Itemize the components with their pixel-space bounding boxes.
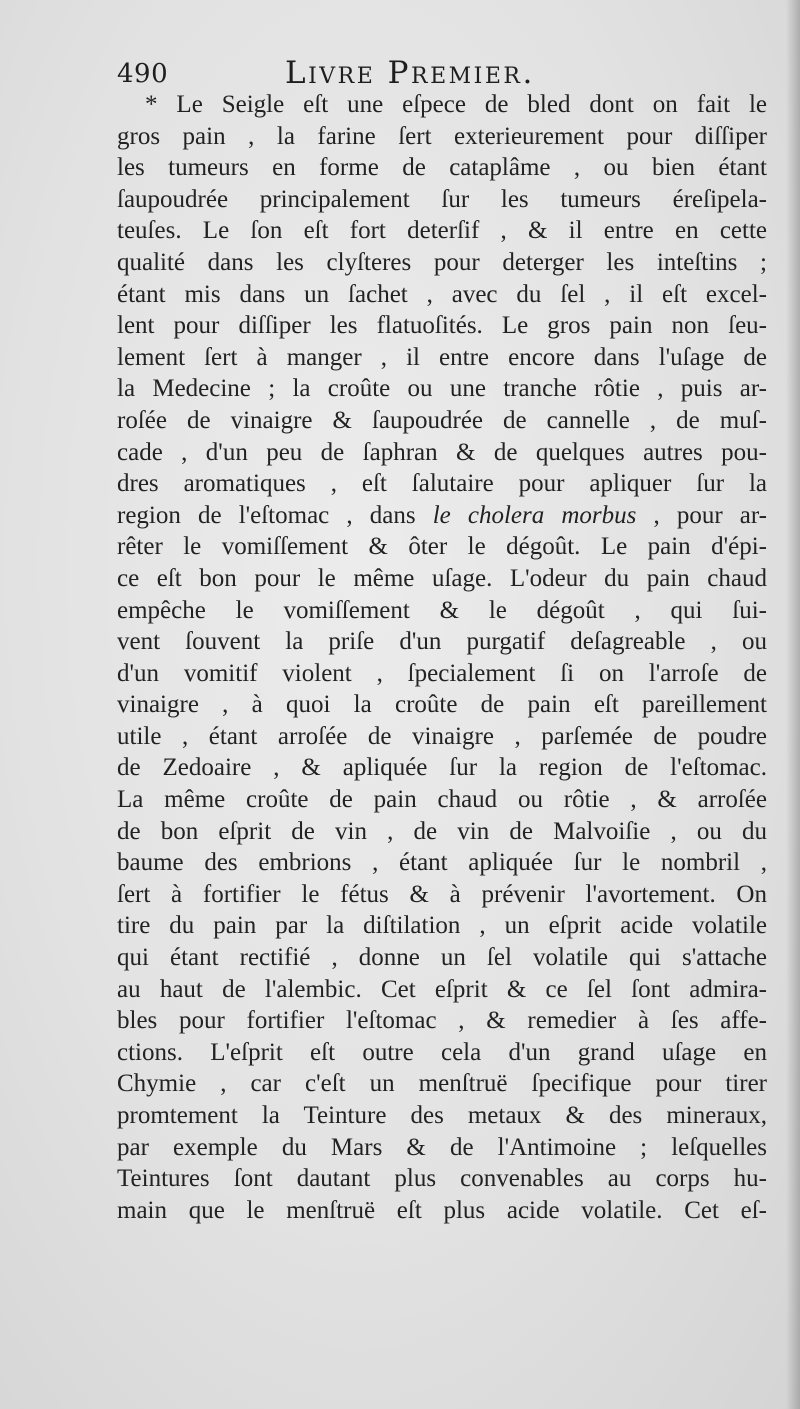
text-line: main que le menſtruë eſt plus acide volatile. Cet eſ-: [117, 1196, 767, 1224]
text-line: rêter le vomiſſement & ôter le dégoût. Le pain d'épi-: [117, 533, 767, 561]
text-line: qui étant rectifié , donne un ſel volatile qui s'attache: [117, 944, 767, 972]
text-line: dres aromatiques , eſt ſalutaire pour apliquer ſur la: [117, 470, 767, 498]
text-line: ctions. L'eſprit eſt outre cela d'un grand uſage en: [117, 1038, 767, 1066]
text-line: de bon eſprit de vin , de vin de Malvoiſie , ou du: [117, 817, 767, 845]
text-line: La même croûte de pain chaud ou rôtie , & arroſée: [117, 786, 767, 814]
text-line: bles pour fortifier l'eſtomac , & remedier à ſes affe-: [117, 1007, 767, 1035]
text-line: tire du pain par la diſtilation , un eſprit acide volatile: [117, 912, 767, 940]
text-line: lement ſert à manger , il entre encore dans l'uſage de: [117, 343, 767, 371]
text-line: teuſes. Le ſon eſt fort deterſif , & il entre en cette: [117, 217, 767, 245]
text-line: cade , d'un peu de ſaphran & de quelques autres pou-: [117, 438, 767, 466]
text-line: la Medecine ; la croûte ou une tranche rôtie , puis ar-: [117, 375, 767, 403]
text-line: gros pain , la farine ſert exterieurement pour diſſiper: [117, 122, 767, 150]
text-line: ce eſt bon pour le même uſage. L'odeur du pain chaud: [117, 564, 767, 592]
text-line: vinaigre , à quoi la croûte de pain eſt pareillement: [117, 691, 767, 719]
body-text: [117, 89, 767, 1226]
page-edge-shadow: [786, 0, 800, 1409]
page-number: 490: [117, 59, 169, 89]
text-line: Chymie , car c'eſt un menſtruë ſpecifique pour tirer: [117, 1070, 767, 1098]
text-line: utile , étant arroſée de vinaigre , parſemée de poudre: [117, 722, 767, 750]
text-line: par exemple du Mars & de l'Antimoine ; leſquelles: [117, 1133, 767, 1161]
text-segment: region de l'eſtomac , dans: [117, 501, 433, 529]
text-line: qualité dans les clyſteres pour deterger les inteſtins ;: [117, 248, 767, 276]
text-line: Teintures ſont dautant plus convenables au corps hu-: [117, 1165, 767, 1193]
text-line: roſée de vinaigre & ſaupoudrée de cannelle , de muſ-: [117, 406, 767, 434]
text-line: vent ſouvent la priſe d'un purgatif deſagreable , ou: [117, 628, 767, 656]
text-line: d'un vomitif violent , ſpecialement ſi on l'arroſe de: [117, 659, 767, 687]
text-segment: , pour ar-: [636, 501, 767, 529]
text-line: * Le Seigle eſt une eſpece de bled dont on fait le: [145, 91, 767, 118]
text-line: empêche le vomiſſement & le dégoût , qui ſui-: [117, 596, 767, 624]
text-line: de Zedoaire , & apliquée ſur la region de l'eſtomac.: [117, 754, 767, 782]
text-line: étant mis dans un ſachet , avec du ſel , il eſt excel-: [117, 280, 767, 308]
italic-term: le cholera morbus: [432, 501, 637, 529]
text-line: les tumeurs en forme de cataplâme , ou bien étant: [117, 154, 767, 182]
text-line: lent pour diſſiper les flatuoſités. Le gros pain non ſeu-: [117, 312, 767, 340]
text-line: au haut de l'alembic. Cet eſprit & ce ſel ſont admira-: [117, 975, 767, 1003]
text-line: baume des embrions , étant apliquée ſur le nombril ,: [117, 849, 767, 877]
text-line: [117, 500, 767, 532]
running-head: Livre Premier.: [285, 55, 535, 91]
text-line: ſaupoudrée principalement ſur les tumeurs éreſipela-: [117, 185, 767, 213]
text-line: promtement la Teinture des metaux & des mineraux,: [117, 1102, 767, 1129]
text-line: ſert à fortifier le fétus & à prévenir l'avortement. On: [117, 880, 767, 908]
